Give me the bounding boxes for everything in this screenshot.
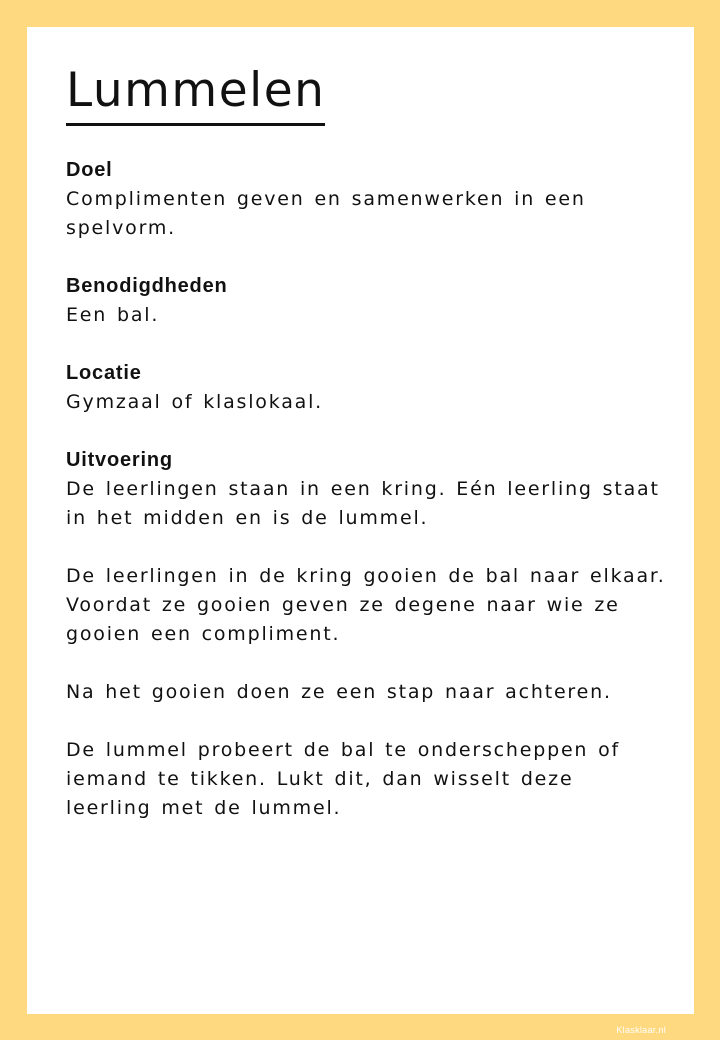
uitvoering-paragraph: Na het gooien doen ze een stap naar achteren. <box>66 681 612 703</box>
uitvoering-paragraph: De leerlingen staan in een kring. Eén leerling staat in het midden en is de lummel. <box>66 478 660 529</box>
section-heading-uitvoering: Uitvoering <box>66 449 173 471</box>
page-title: Lummelen <box>66 61 325 126</box>
section-benodigdheden <box>66 272 666 330</box>
section-doel <box>66 156 666 243</box>
section-uitvoering <box>66 446 666 823</box>
section-text-locatie: Gymzaal of klaslokaal. <box>66 391 324 413</box>
section-text-benodigdheden: Een bal. <box>66 304 160 326</box>
card-content <box>66 61 666 823</box>
uitvoering-paragraph: De leerlingen in de kring gooien de bal naar elkaar. Voordat ze gooien geven ze degene naar wie ze gooien een compliment. <box>66 565 666 645</box>
section-heading-doel: Doel <box>66 159 113 181</box>
section-heading-locatie: Locatie <box>66 362 142 384</box>
activity-card <box>27 27 694 1014</box>
section-locatie <box>66 359 666 417</box>
section-heading-benodigdheden: Benodigdheden <box>66 275 228 297</box>
footer-credit: Klasklaar.nl <box>616 1025 666 1035</box>
section-text-doel: Complimenten geven en samenwerken in een spelvorm. <box>66 188 586 239</box>
uitvoering-paragraph: De lummel probeert de bal te onderscheppen of iemand te tikken. Lukt dit, dan wisselt deze leerling met de lummel. <box>66 739 621 819</box>
